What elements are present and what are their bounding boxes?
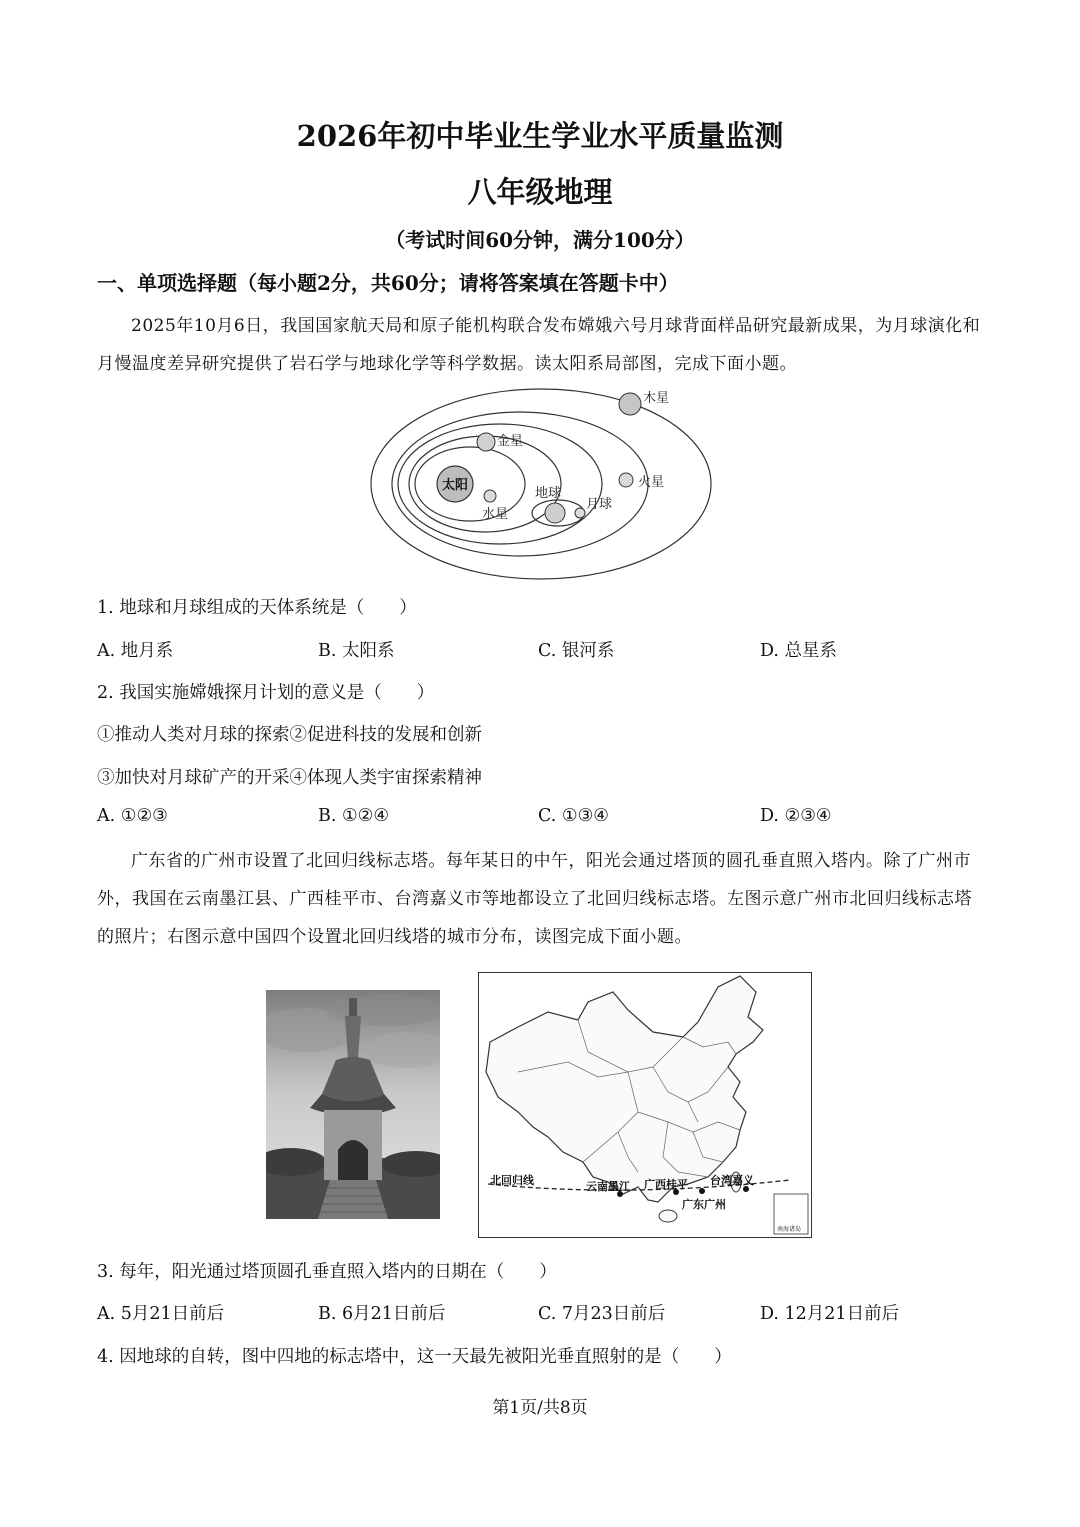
passage-2: 广东省的广州市设置了北回归线标志塔。每年某日的中午，阳光会通过塔顶的圆孔垂直照入塔内。除了广州市外，我国在云南墨江县、广西桂平市、台湾嘉义市等地都设立了北回归线标志塔。左图示意广州市北回归线标志塔的照片；右图示意中国四个设置北回归线塔的城市分布，读图完成下面小题。 [97,851,972,947]
mars-label: 火星 [638,475,665,490]
hainan-island [659,1210,677,1222]
yunnan-label: 云南墨江 [586,1180,630,1193]
earth-label: 地球 [535,486,562,501]
q2-option-c: C. ①③④ [538,806,609,826]
taiwan-label: 台湾嘉义 [710,1174,754,1187]
q1-option-c: C. 银河系 [538,641,615,661]
question-1: 1. 地球和月球组成的天体系统是（ ） [97,598,417,618]
jupiter-label: 木星 [643,391,670,406]
moon-label: 月球 [586,497,613,512]
q2-option-a: A. ①②③ [97,806,168,826]
exam-info: （考试时间60分钟，满分100分） [385,228,695,252]
q1-option-b: B. 太阳系 [318,641,395,661]
guangdong-label: 广东广州 [682,1198,726,1211]
sun-label: 太阳 [441,478,469,493]
earth-icon [545,503,565,523]
moon-icon [575,508,585,518]
solar-system-diagram [360,382,720,587]
section-heading: 一、单项选择题（每小题2分，共60分；请将答案填在答题卡中） [97,271,679,295]
page-number: 第1页/共8页 [492,1398,588,1418]
q2-statement-line-1: ①推动人类对月球的探索②促进科技的发展和创新 [97,725,482,745]
tower-photo [266,990,440,1219]
q2-option-b: B. ①②④ [318,806,390,826]
q3-option-c: C. 7月23日前后 [538,1304,666,1324]
exam-title: 2026年初中毕业生学业水平质量监测 [296,119,784,153]
venus-label: 金星 [497,434,524,449]
q2-statement-line-2: ③加快对月球矿产的开采④体现人类宇宙探索精神 [97,768,482,788]
mercury-label: 水星 [482,507,509,522]
south-sea-label: 南海诸岛 [777,1226,802,1233]
q1-option-a: A. 地月系 [97,641,174,661]
venus-icon [477,433,495,451]
guangxi-label: 广西桂平 [644,1178,688,1191]
mercury-icon [484,490,496,502]
q3-option-b: B. 6月21日前后 [318,1304,446,1324]
china-map [478,972,812,1238]
q3-option-d: D. 12月21日前后 [760,1304,900,1324]
question-4: 4. 因地球的自转，图中四地的标志塔中，这一天最先被阳光垂直照射的是（ ） [97,1347,732,1367]
q1-option-d: D. 总星系 [760,641,838,661]
passage-1: 2025年10月6日，我国国家航天局和原子能机构联合发布嫦娥六号月球背面样品研究最新成果，为月球演化和月慢温度差异研究提供了岩石学与地球化学等科学数据。读太阳系局部图，完成下面小题。 [97,316,981,374]
q3-option-a: A. 5月21日前后 [97,1304,225,1324]
guangdong-dot [699,1188,705,1194]
question-3: 3. 每年，阳光通过塔顶圆孔垂直照入塔内的日期在（ ） [97,1262,557,1282]
tropic-label: 北回归线 [490,1174,534,1187]
exam-subject: 八年级地理 [467,175,613,209]
mars-icon [619,473,633,487]
q2-option-d: D. ②③④ [760,806,832,826]
jupiter-icon [619,393,641,415]
question-2: 2. 我国实施嫦娥探月计划的意义是（ ） [97,683,435,703]
